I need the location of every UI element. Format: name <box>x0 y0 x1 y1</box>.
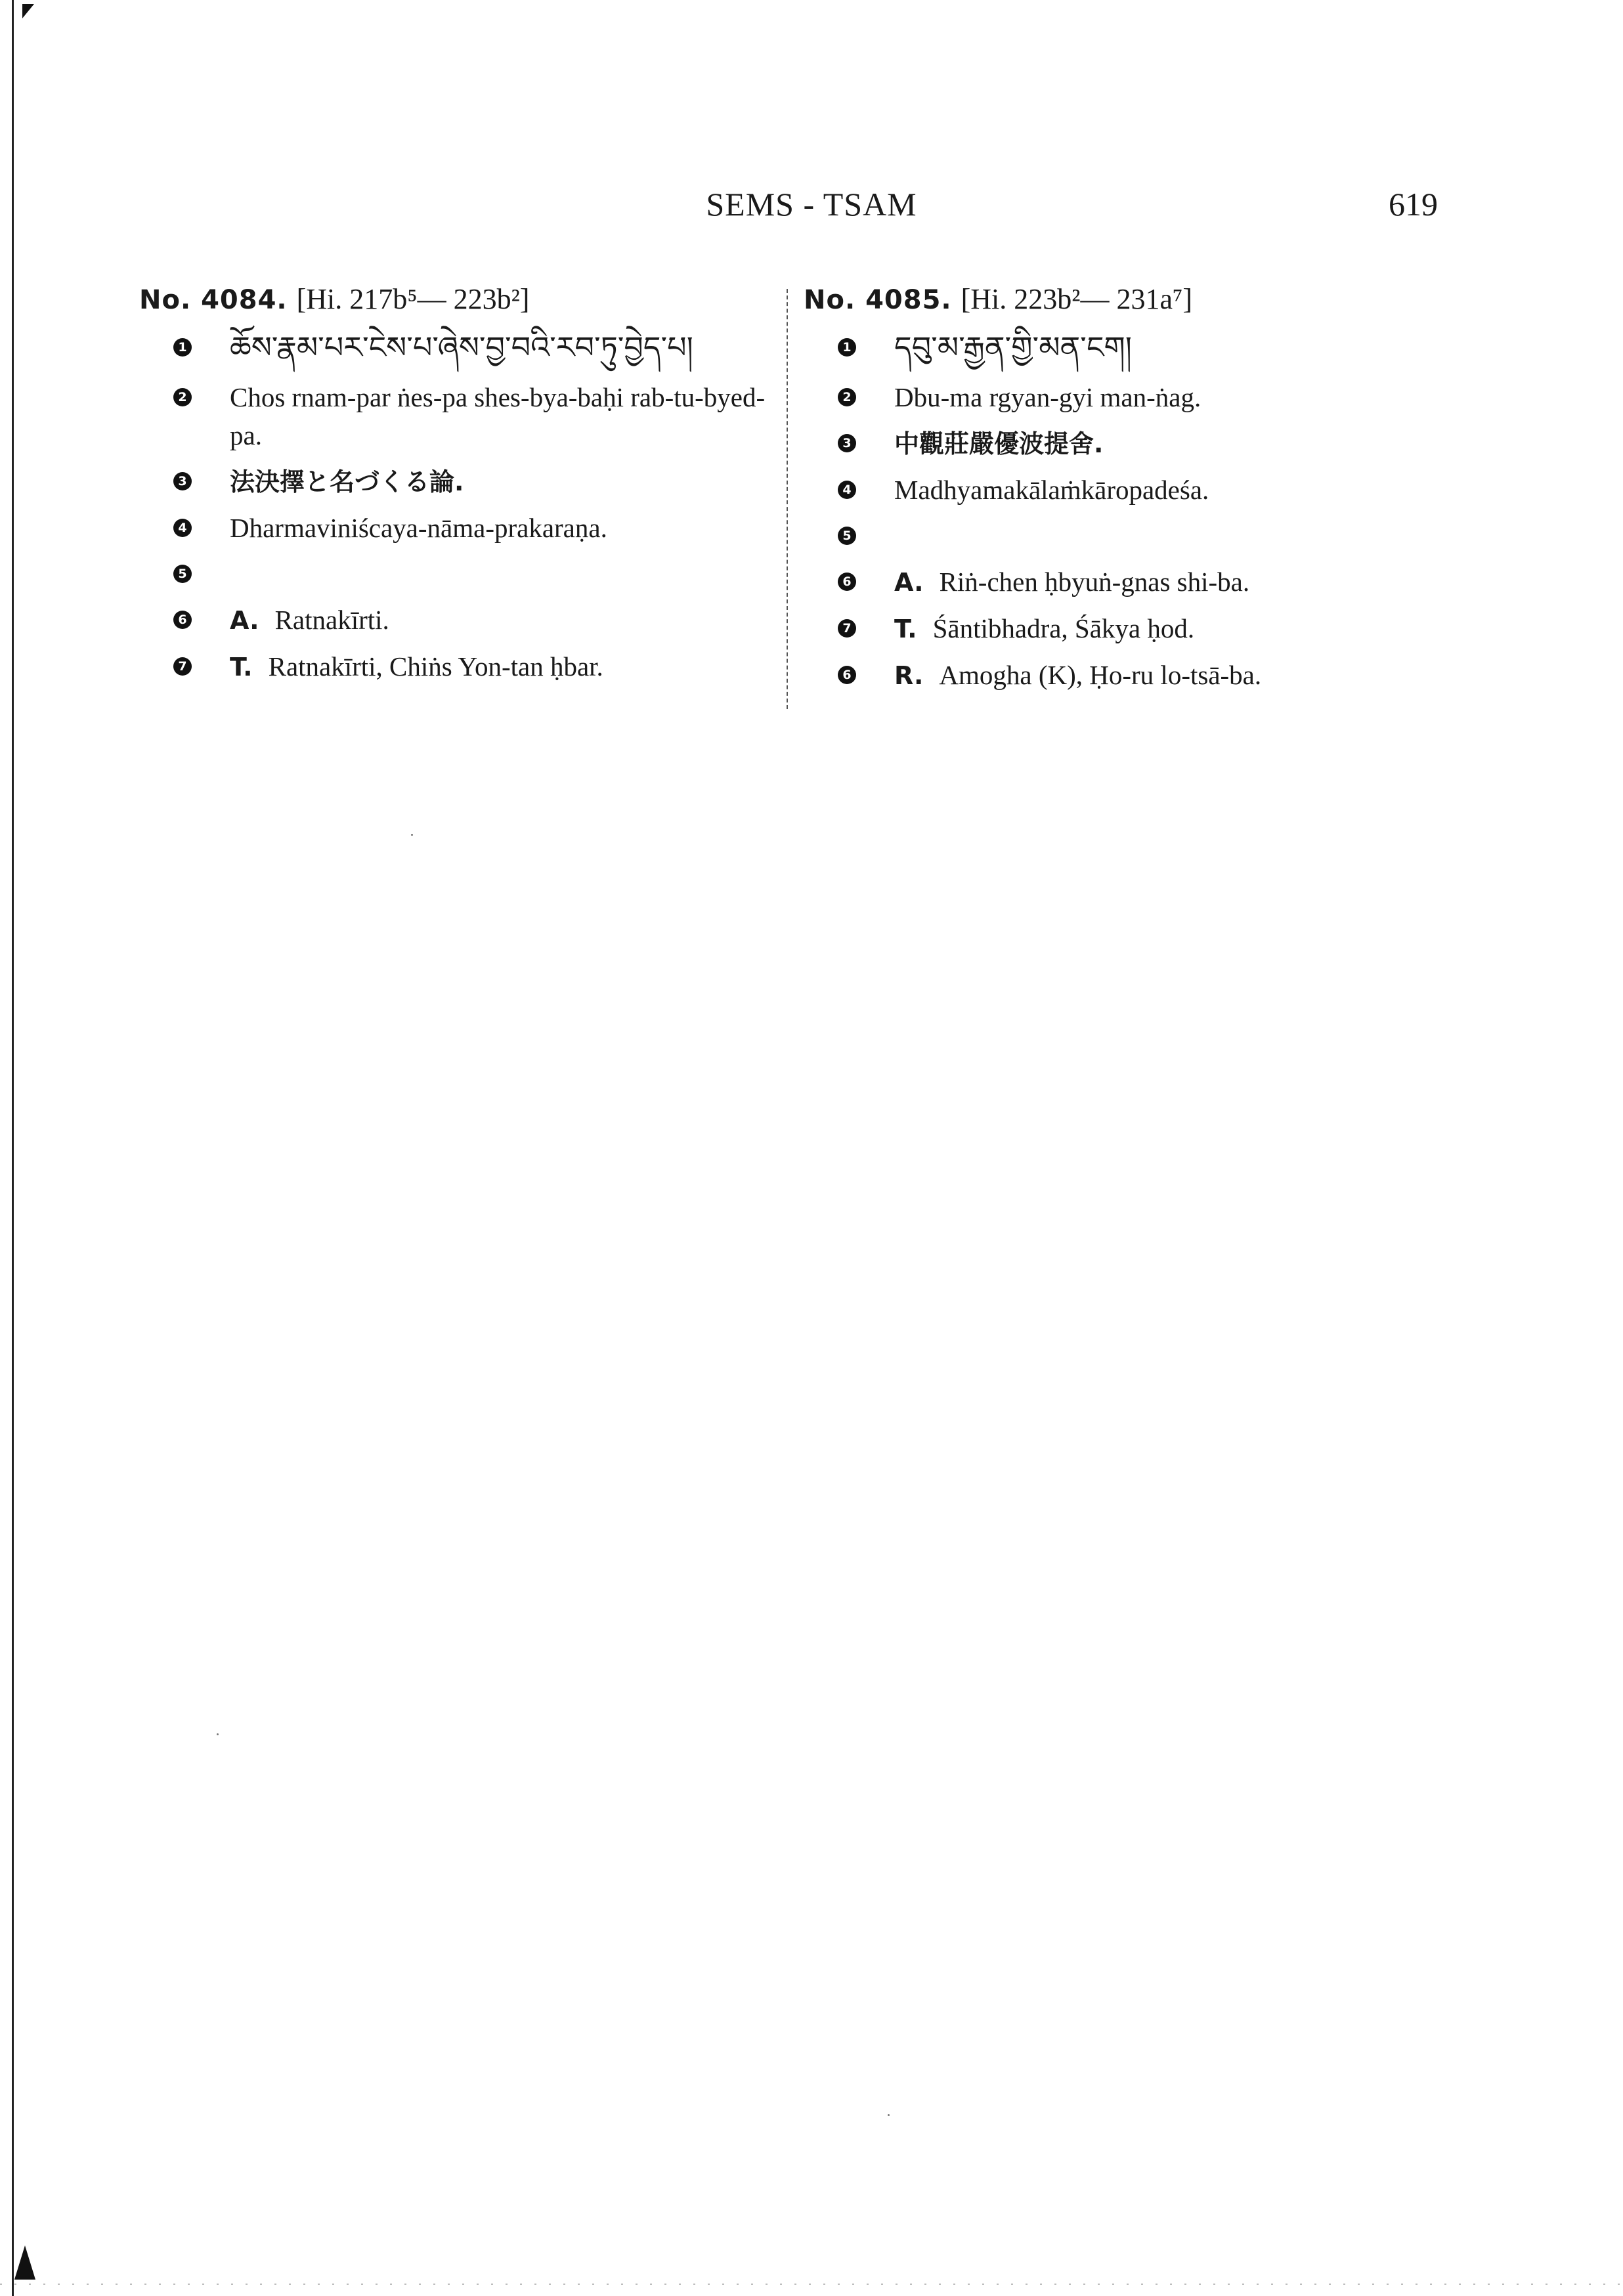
japanese-text: 法決擇と名づくる論. <box>230 467 464 496</box>
chinese-title <box>804 424 1460 463</box>
number-marker-icon: 4 <box>173 519 192 537</box>
empty-field <box>139 555 776 593</box>
author-line <box>139 601 776 639</box>
sanskrit-text: Madhyamakālaṁkāropadeśa. <box>894 475 1209 505</box>
sanskrit-title <box>139 509 776 547</box>
japanese-title <box>139 462 776 501</box>
transliterated-title <box>804 378 1460 416</box>
reviser-line <box>804 656 1460 695</box>
number-marker-icon: 2 <box>173 388 192 406</box>
number-marker-icon: 2 <box>838 388 856 406</box>
number-marker-icon: 1 <box>173 338 192 357</box>
reviser-names: Amogha (K), Ḥo-ru lo-tsā-ba. <box>939 660 1262 690</box>
transliterated-title <box>139 378 776 454</box>
entry-4084 <box>139 282 776 694</box>
translator-names: Ratnakīrti, Chiṅs Yon-tan ḥbar. <box>268 651 603 682</box>
tibetan-title <box>139 323 776 372</box>
scan-corner-mark <box>22 4 34 18</box>
transliteration-text: Dbu-ma rgyan-gyi man-ṅag. <box>894 382 1201 412</box>
reviser-role: R. <box>894 661 924 690</box>
translator-line <box>804 609 1460 648</box>
number-marker-icon: 5 <box>173 565 192 583</box>
empty-field <box>804 517 1460 555</box>
scan-bottom-mark <box>14 2245 35 2280</box>
number-marker-icon: 7 <box>173 657 192 676</box>
sanskrit-title <box>804 471 1460 509</box>
scan-bottom-dots <box>0 2284 1623 2285</box>
chinese-text: 中觀莊嚴優波提舍. <box>894 429 1104 458</box>
scan-speck <box>217 1733 219 1735</box>
author-name: Ratnakīrti. <box>274 605 389 635</box>
running-header: SEMS - TSAM <box>706 186 917 223</box>
translator-role: T. <box>894 615 917 643</box>
folio-reference: [Hi. 223b²— 231a⁷] <box>961 283 1192 315</box>
tibetan-title <box>804 323 1460 372</box>
page-number: 619 <box>1389 186 1438 223</box>
number-marker-icon: 1 <box>838 338 856 357</box>
scan-margin-line <box>12 0 14 2296</box>
author-line <box>804 563 1460 601</box>
number-marker-icon: 4 <box>838 481 856 499</box>
number-marker-icon: 6 <box>173 611 192 629</box>
column-divider <box>787 289 788 709</box>
number-marker-icon: 6 <box>838 666 856 684</box>
author-role: A. <box>230 606 259 635</box>
number-marker-icon: 3 <box>173 472 192 490</box>
author-role: A. <box>894 568 924 597</box>
number-marker-icon: 3 <box>838 434 856 452</box>
entry-header <box>804 282 1460 323</box>
entry-number: No. 4085. <box>804 285 952 315</box>
folio-reference: [Hi. 217b⁵— 223b²] <box>296 283 530 315</box>
tibetan-script-text: དབུ་མ་རྒྱན་གྱི་མན་ངག། <box>894 330 1132 365</box>
author-name: Riṅ-chen ḥbyuṅ-gnas shi-ba. <box>939 567 1250 597</box>
entry-4085 <box>804 282 1460 703</box>
scan-speck <box>888 2114 890 2116</box>
number-marker-icon: 6 <box>838 573 856 591</box>
tibetan-script-text: ཆོས་རྣམ་པར་ངེས་པ་ཞེས་བྱ་བའི་རབ་ཏུ་བྱེད་པ། <box>230 330 693 365</box>
translator-role: T. <box>230 653 253 682</box>
entry-header <box>139 282 776 323</box>
translator-names: Śāntibhadra, Śākya ḥod. <box>932 613 1195 643</box>
number-marker-icon: 5 <box>838 527 856 545</box>
sanskrit-text: Dharmaviniścaya-nāma-prakaraṇa. <box>230 513 607 543</box>
entry-number: No. 4084. <box>139 285 288 315</box>
number-marker-icon: 7 <box>838 619 856 638</box>
transliteration-text: Chos rnam-par ṅes-pa shes-bya-baḥi rab-tu-byed-pa. <box>230 382 766 450</box>
translator-line <box>139 647 776 686</box>
scan-speck <box>411 834 413 836</box>
